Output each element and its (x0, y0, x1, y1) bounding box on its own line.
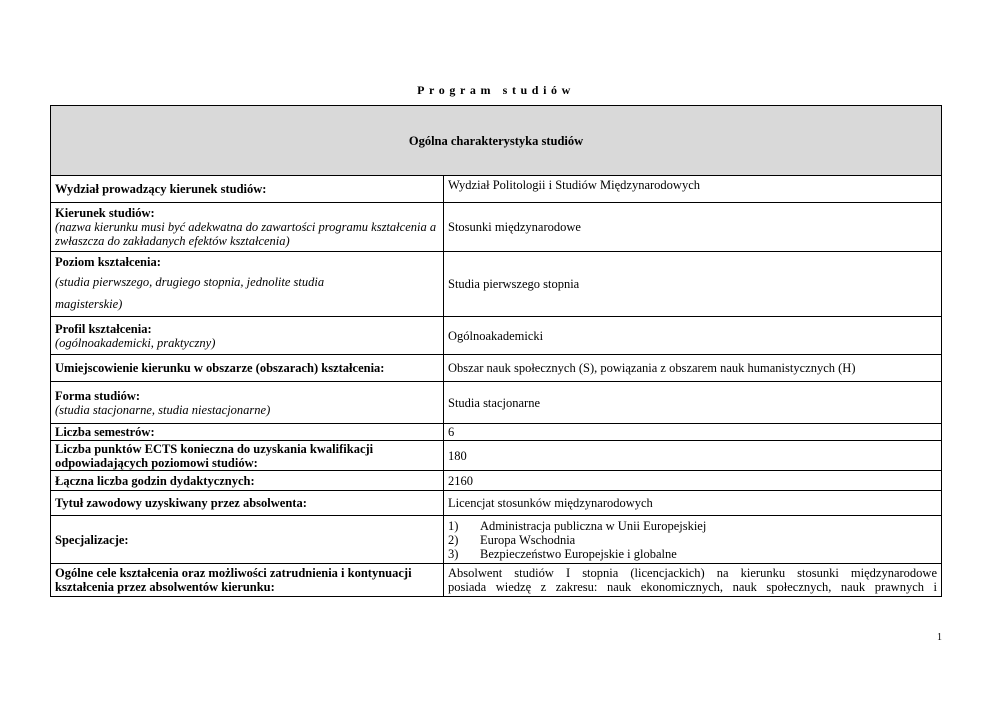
table-row (51, 471, 942, 491)
table-row (51, 252, 942, 317)
table-row (51, 516, 942, 564)
row-value-cell (444, 564, 942, 597)
page-number: 1 (937, 632, 942, 643)
list-item-number: 1) (448, 518, 459, 533)
row-label: Profil kształcenia: (55, 321, 152, 336)
list-item (448, 519, 937, 533)
list-item (448, 533, 937, 547)
row-value: Studia pierwszego stopnia (444, 252, 942, 317)
list-item-number: 2) (448, 532, 459, 547)
study-program-table (50, 105, 942, 597)
row-label-cell (51, 317, 444, 355)
table-row (51, 355, 942, 382)
row-note: (studia pierwszego, drugiego stopnia, jednolite studia magisterskie) (55, 274, 325, 311)
table-row (51, 317, 942, 355)
row-value-line: Absolwent studiów I stopnia (licencjackich) na kierunku stosunki międzynarodowe (448, 566, 938, 580)
table-header: Ogólna charakterystyka studiów (51, 106, 942, 176)
table-row (51, 203, 942, 252)
row-label: Forma studiów: (55, 388, 141, 403)
row-note: (nazwa kierunku musi być adekwatna do zawartości programu kształcenia a zwłaszcza do zakładanych efektów kształcenia) (55, 220, 437, 248)
table-row (51, 441, 942, 471)
row-value-cell (444, 516, 942, 564)
row-label: Umiejscowienie kierunku w obszarze (obszarach) kształcenia: (51, 355, 444, 382)
row-label: Kierunek studiów: (55, 206, 155, 220)
row-value: Obszar nauk społecznych (S), powiązania z obszarem nauk humanistycznych (H) (444, 355, 942, 382)
row-value: Licencjat stosunków międzynarodowych (444, 491, 942, 516)
table-row (51, 176, 942, 203)
row-value-line: posiada wiedzę z zakresu: nauk ekonomicznych, nauk społecznych, nauk prawnych i (448, 580, 938, 594)
table-row (51, 564, 942, 597)
row-value: Ogólnoakademicki (444, 317, 942, 355)
row-value: 2160 (444, 471, 942, 491)
row-label-cell (51, 203, 444, 252)
row-value: 6 (444, 424, 942, 441)
row-label: Liczba semestrów: (51, 424, 444, 441)
specialization-list (448, 519, 937, 561)
list-item (448, 547, 937, 561)
list-item-text: Bezpieczeństwo Europejskie i globalne (480, 546, 677, 561)
row-label-cell (51, 382, 444, 424)
row-label: Łączna liczba godzin dydaktycznych: (51, 471, 444, 491)
table-row (51, 424, 942, 441)
document-title: Program studiów (417, 83, 575, 97)
list-item-number: 3) (448, 546, 459, 561)
row-label: Ogólne cele kształcenia oraz możliwości zatrudnienia i kontynuacji kształcenia przez absolwentów kierunku: (51, 564, 444, 597)
table-row (51, 382, 942, 424)
list-item-text: Administracja publiczna w Unii Europejskiej (480, 518, 707, 533)
list-item-text: Europa Wschodnia (480, 532, 576, 547)
table-row (51, 491, 942, 516)
row-label: Specjalizacje: (51, 516, 444, 564)
row-value: Wydział Politologii i Studiów Międzynarodowych (444, 176, 942, 203)
row-value: Stosunki międzynarodowe (444, 203, 942, 252)
row-label: Poziom kształcenia: (55, 254, 161, 269)
row-value: 180 (444, 441, 942, 471)
row-value: Studia stacjonarne (444, 382, 942, 424)
row-label: Liczba punktów ECTS konieczna do uzyskania kwalifikacji odpowiadających poziomowi studiów: (51, 441, 444, 471)
row-label: Tytuł zawodowy uzyskiwany przez absolwenta: (51, 491, 444, 516)
row-label: Wydział prowadzący kierunek studiów: (51, 176, 444, 203)
row-note: (studia stacjonarne, studia niestacjonarne) (55, 402, 271, 417)
row-note: (ogólnoakademicki, praktyczny) (55, 335, 216, 350)
row-label-cell (51, 252, 444, 317)
